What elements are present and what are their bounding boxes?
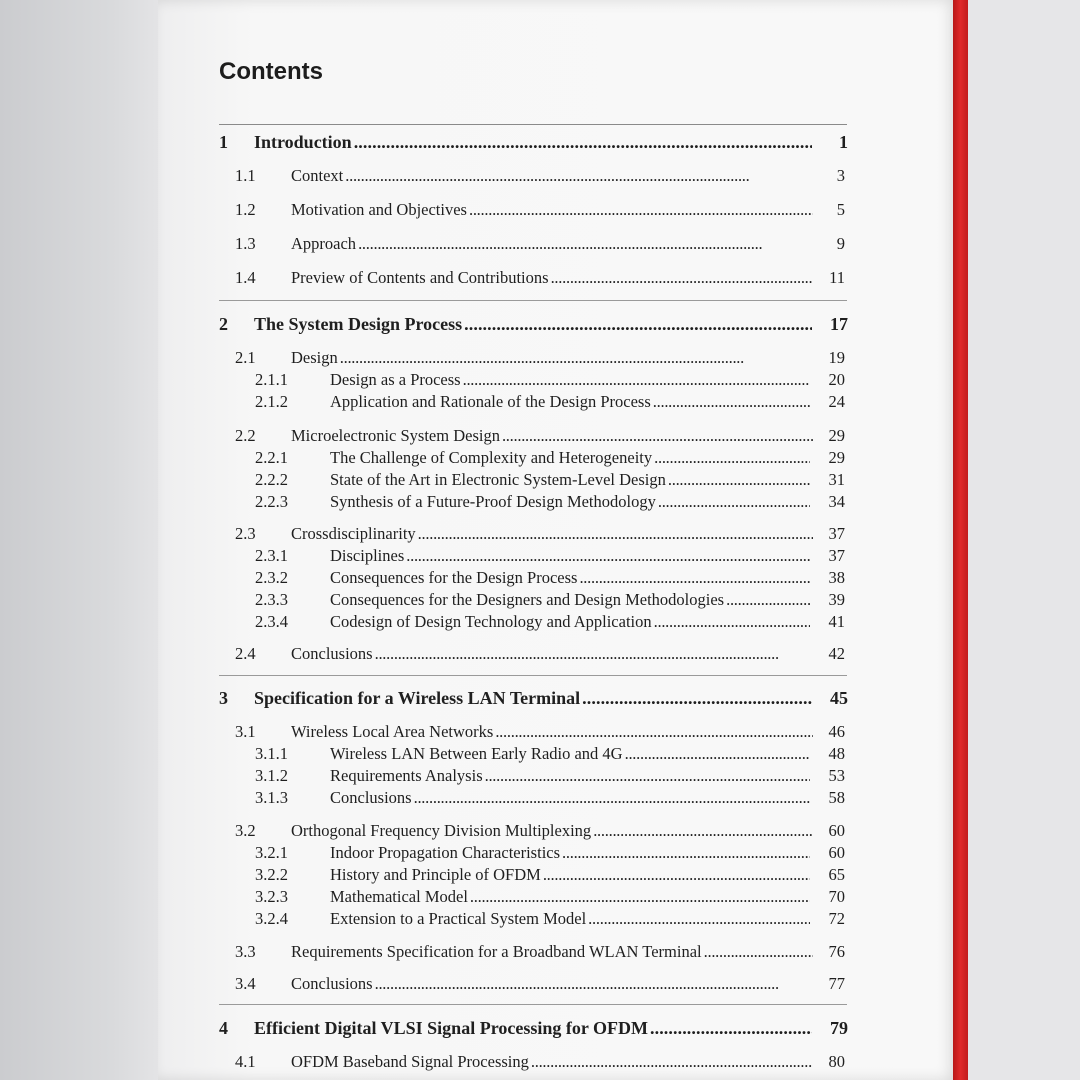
chapter-divider	[219, 1004, 847, 1005]
toc-entry-sub[interactable]	[0, 588, 1080, 612]
dot-leader	[354, 130, 812, 154]
toc-entry-number: 3.2.4	[255, 909, 288, 928]
dot-leader	[464, 312, 812, 336]
toc-entry-number: 2	[219, 314, 228, 334]
dot-leader	[469, 198, 813, 222]
toc-entry-title: Efficient Digital VLSI Signal Processing for OFDM	[254, 1018, 648, 1038]
toc-entry-page: 24	[828, 392, 845, 411]
toc-entry-sub[interactable]	[0, 468, 1080, 492]
toc-entry-number: 3.1.3	[255, 788, 288, 807]
dot-leader	[531, 1050, 813, 1074]
toc-entry-number: 2.1.1	[255, 370, 288, 389]
dot-leader	[495, 720, 813, 744]
toc-entry-section[interactable]	[0, 940, 1080, 964]
toc-entry-sub[interactable]	[0, 764, 1080, 788]
toc-entry-number: 3.1	[235, 722, 256, 741]
toc-entry-title: Wireless LAN Between Early Radio and 4G	[330, 744, 623, 763]
dot-leader	[406, 544, 810, 568]
toc-entry-number: 2.3.1	[255, 546, 288, 565]
toc-entry-title: Context	[291, 166, 344, 185]
toc-entry-chapter[interactable]	[0, 686, 1080, 710]
toc-entry-number: 1.1	[235, 166, 256, 185]
toc-entry-page: 42	[828, 644, 845, 663]
dot-leader	[340, 346, 813, 370]
toc-entry-sub[interactable]	[0, 566, 1080, 590]
toc-entry-page: 29	[828, 426, 845, 445]
toc-entry-number: 2.4	[235, 644, 256, 663]
dot-leader	[375, 642, 813, 666]
toc-entry-title: Extension to a Practical System Model	[330, 909, 587, 928]
toc-entry-page: 65	[828, 865, 845, 884]
dot-leader	[658, 490, 810, 514]
toc-entry-page: 1	[839, 132, 848, 152]
toc-entry-chapter[interactable]	[0, 1016, 1080, 1040]
toc-entry-section[interactable]	[0, 972, 1080, 996]
toc-entry-title: Requirements Specification for a Broadband WLAN Terminal	[291, 942, 702, 961]
toc-entry-number: 2.2.2	[255, 470, 288, 489]
chapter-divider	[219, 675, 847, 676]
dot-leader	[551, 266, 813, 290]
toc-entry-page: 17	[830, 314, 848, 334]
dot-leader	[470, 885, 810, 909]
toc-entry-page: 37	[828, 524, 845, 543]
toc-entry-section[interactable]	[0, 164, 1080, 188]
toc-entry-title: Conclusions	[291, 644, 373, 663]
dot-leader	[654, 610, 810, 634]
toc-entry-page: 11	[829, 268, 845, 287]
toc-entry-number: 1	[219, 132, 228, 152]
dot-leader	[654, 446, 810, 470]
toc-entry-title: Design as a Process	[330, 370, 461, 389]
toc-entry-sub[interactable]	[0, 390, 1080, 414]
toc-entry-page: 41	[828, 612, 845, 631]
toc-entry-number: 3.4	[235, 974, 256, 993]
toc-entry-number: 3.2	[235, 821, 256, 840]
toc-entry-sub[interactable]	[0, 742, 1080, 766]
toc-entry-title: Codesign of Design Technology and Application	[330, 612, 652, 631]
toc-entry-number: 2.1	[235, 348, 256, 367]
toc-entry-chapter[interactable]	[0, 312, 1080, 336]
dot-leader	[463, 368, 810, 392]
toc-entry-section[interactable]	[0, 642, 1080, 666]
toc-entry-sub[interactable]	[0, 885, 1080, 909]
toc-entry-number: 2.2.1	[255, 448, 288, 467]
toc-entry-sub[interactable]	[0, 841, 1080, 865]
toc-entry-page: 38	[828, 568, 845, 587]
dot-leader	[543, 863, 810, 887]
dot-leader	[358, 232, 813, 256]
toc-entry-number: 2.2.3	[255, 492, 288, 511]
toc-entry-page: 5	[836, 200, 845, 219]
toc-entry-section[interactable]	[0, 1050, 1080, 1074]
toc-entry-number: 3.2.3	[255, 887, 288, 906]
toc-entry-title: Conclusions	[291, 974, 373, 993]
toc-entry-section[interactable]	[0, 266, 1080, 290]
dot-leader	[562, 841, 810, 865]
toc-entry-page: 53	[828, 766, 845, 785]
toc-entry-title: Crossdisciplinarity	[291, 524, 416, 543]
toc-entry-page: 39	[828, 590, 845, 609]
toc-entry-page: 34	[828, 492, 845, 511]
toc-entry-title: Orthogonal Frequency Division Multiplexing	[291, 821, 592, 840]
dot-leader	[668, 468, 810, 492]
toc-entry-title: Preview of Contents and Contributions	[291, 268, 549, 287]
toc-entry-page: 46	[828, 722, 845, 741]
toc-entry-number: 3.1.2	[255, 766, 288, 785]
dot-leader	[485, 764, 810, 788]
toc-entry-sub[interactable]	[0, 863, 1080, 887]
toc-entry-page: 29	[828, 448, 845, 467]
toc-entry-number: 3.2.2	[255, 865, 288, 884]
dot-leader	[579, 566, 810, 590]
toc-entry-page: 31	[828, 470, 845, 489]
toc-entry-page: 80	[828, 1052, 845, 1071]
toc-entry-page: 60	[828, 821, 845, 840]
toc-entry-number: 2.2	[235, 426, 256, 445]
toc-entry-title: Conclusions	[330, 788, 412, 807]
toc-entry-title: The Challenge of Complexity and Heterogeneity	[330, 448, 653, 467]
toc-entry-number: 2.3.2	[255, 568, 288, 587]
toc-entry-page: 3	[836, 166, 845, 185]
toc-entry-title: History and Principle of OFDM	[330, 865, 541, 884]
dot-leader	[345, 164, 813, 188]
toc-entry-sub[interactable]	[0, 610, 1080, 634]
toc-entry-title: Disciplines	[330, 546, 405, 565]
toc-entry-title: OFDM Baseband Signal Processing	[291, 1052, 529, 1071]
toc-entry-title: Requirements Analysis	[330, 766, 483, 785]
toc-entry-section[interactable]	[0, 198, 1080, 222]
toc-entry-title: The System Design Process	[254, 314, 463, 334]
toc-entry-section[interactable]	[0, 819, 1080, 843]
toc-entry-title: Mathematical Model	[330, 887, 468, 906]
toc-entry-number: 3.1.1	[255, 744, 288, 763]
toc-entry-number: 1.4	[235, 268, 256, 287]
toc-entry-page: 77	[828, 974, 845, 993]
toc-entry-number: 3.3	[235, 942, 256, 961]
toc-entry-number: 4	[219, 1018, 228, 1038]
toc-entry-page: 70	[828, 887, 845, 906]
dot-leader	[653, 390, 810, 414]
toc-entry-section[interactable]	[0, 720, 1080, 744]
toc-entry-title: Approach	[291, 234, 357, 253]
toc-entry-title: Motivation and Objectives	[291, 200, 467, 219]
toc-entry-section[interactable]	[0, 424, 1080, 448]
toc-entry-title: Application and Rationale of the Design Process	[330, 392, 651, 411]
dot-leader	[704, 940, 813, 964]
toc-entry-page: 48	[828, 744, 845, 763]
toc-entry-number: 2.1.2	[255, 392, 288, 411]
toc-entry-title: Design	[291, 348, 338, 367]
toc-entry-number: 2.3	[235, 524, 256, 543]
toc-entry-sub[interactable]	[0, 907, 1080, 931]
toc-entry-title: Wireless Local Area Networks	[291, 722, 494, 741]
toc-entry-number: 2.3.4	[255, 612, 288, 631]
dot-leader	[593, 819, 813, 843]
toc-entry-page: 37	[828, 546, 845, 565]
toc-entry-page: 72	[828, 909, 845, 928]
dot-leader	[502, 424, 813, 448]
toc-entry-title: Consequences for the Design Process	[330, 568, 578, 587]
toc-entry-page: 45	[830, 688, 848, 708]
dot-leader	[726, 588, 810, 612]
toc-entry-section[interactable]	[0, 522, 1080, 546]
toc-entry-section[interactable]	[0, 346, 1080, 370]
dot-leader	[414, 786, 810, 810]
toc-entry-number: 4.1	[235, 1052, 256, 1071]
toc-entry-page: 19	[828, 348, 845, 367]
toc-entry-number: 3.2.1	[255, 843, 288, 862]
toc-entry-sub[interactable]	[0, 544, 1080, 568]
toc-entry-sub[interactable]	[0, 786, 1080, 810]
toc-entry-title: State of the Art in Electronic System-Level Design	[330, 470, 666, 489]
toc-entry-page: 9	[836, 234, 845, 253]
heading-rule	[219, 124, 847, 125]
dot-leader	[650, 1016, 812, 1040]
toc-entry-title: Microelectronic System Design	[291, 426, 500, 445]
toc-entry-sub[interactable]	[0, 446, 1080, 470]
toc-entry-title: Specification for a Wireless LAN Terminal	[254, 688, 581, 708]
toc-entry-page: 79	[830, 1018, 848, 1038]
toc-entry-title: Consequences for the Designers and Design Methodologies	[330, 590, 725, 609]
toc-entry-page: 58	[828, 788, 845, 807]
toc-entry-title: Synthesis of a Future-Proof Design Methodology	[330, 492, 656, 511]
chapter-divider	[219, 300, 847, 301]
toc-entry-page: 20	[828, 370, 845, 389]
dot-leader	[582, 686, 812, 710]
toc-entry-page: 60	[828, 843, 845, 862]
dot-leader	[588, 907, 810, 931]
toc-entry-sub[interactable]	[0, 368, 1080, 392]
toc-entry-title: Introduction	[254, 132, 352, 152]
toc-entry-number: 1.2	[235, 200, 256, 219]
toc-entry-page: 76	[828, 942, 845, 961]
page-title: Contents	[219, 58, 323, 85]
toc-entry-chapter[interactable]	[0, 130, 1080, 154]
toc-entry-sub[interactable]	[0, 490, 1080, 514]
toc-entry-number: 2.3.3	[255, 590, 288, 609]
toc-entry-section[interactable]	[0, 232, 1080, 256]
toc-entry-number: 3	[219, 688, 228, 708]
dot-leader	[375, 972, 813, 996]
dot-leader	[418, 522, 813, 546]
dot-leader	[625, 742, 810, 766]
toc-entry-title: Indoor Propagation Characteristics	[330, 843, 561, 862]
toc-entry-number: 1.3	[235, 234, 256, 253]
